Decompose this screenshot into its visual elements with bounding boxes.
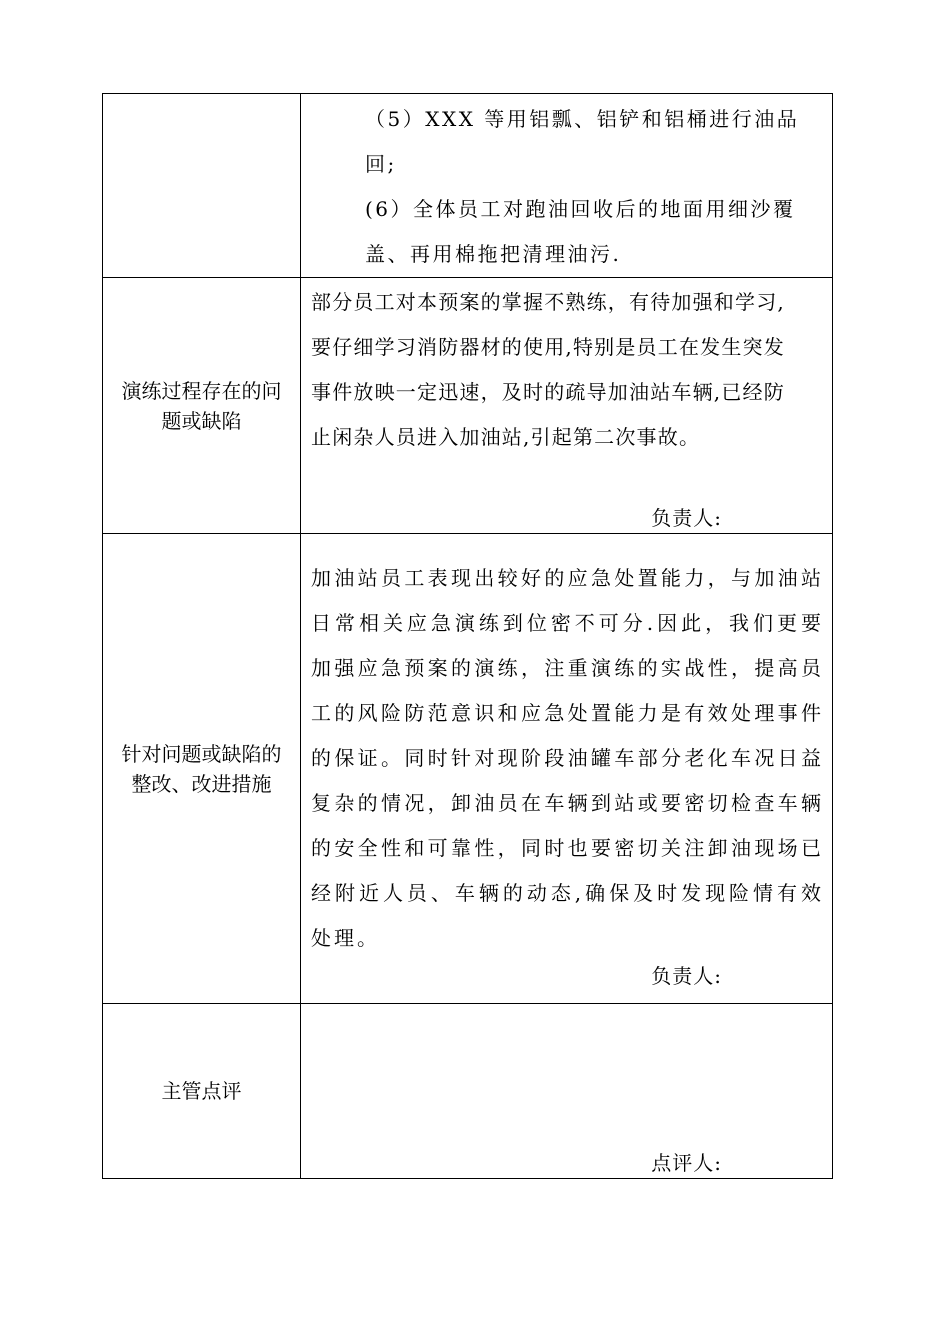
- improvements-label-line1: 针对问题或缺陷的: [121, 741, 282, 766]
- step-6-line: (6）全体员工对跑油回收后的地面用细沙覆: [365, 197, 796, 221]
- reviewer-signer: 点评人:: [651, 1151, 722, 1175]
- problems-signer: 负责人:: [651, 506, 722, 530]
- table-row-supervisor-review: [103, 1004, 833, 1179]
- supervisor-review-cell: [301, 1004, 833, 1179]
- problems-label: [103, 278, 301, 534]
- supervisor-review-label: 主管点评: [103, 1004, 301, 1179]
- step-6-continuation: 盖、再用棉拖把清理油污.: [365, 242, 622, 266]
- table-row-handling-steps: [103, 94, 833, 278]
- table-row-improvements: [103, 534, 833, 1004]
- improvements-signer: 负责人:: [651, 964, 722, 988]
- problems-cell: [301, 278, 833, 534]
- handling-steps-cell: [301, 94, 833, 278]
- problems-label-line2: 题或缺陷: [161, 408, 242, 433]
- improvements-text: 加油站员工表现出较好的应急处置能力，与加油站日常相关应急演练到位密不可分.因此，我们更要加强应急预案的演练，注重演练的实战性，提高员工的风险防范意识和应急处置能力是有效处理事件的保证。同时针对现阶段油罐车部分老化车况日益复杂的情况，卸油员在车辆到站或要密切检查车辆的安全性和可靠性，同时也要密切关注卸油现场已经附近人员、车辆的动态,确保及时发现险情有效处理。: [311, 566, 824, 950]
- table-row-problems: [103, 278, 833, 534]
- problems-label-line1: 演练过程存在的问: [121, 378, 282, 403]
- improvements-label: [103, 534, 301, 1004]
- problems-text: 部分员工对本预案的掌握不熟练，有待加强和学习,要仔细学习消防器材的使用,特别是员工在发生突发事件放映一定迅速，及时的疏导加油站车辆,已经防止闲杂人员进入加油站,引起第二次事故。: [311, 290, 785, 449]
- improvements-cell: [301, 534, 833, 1004]
- improvements-label-line2: 整改、改进措施: [131, 771, 272, 796]
- step-5-continuation: 回;: [365, 152, 397, 176]
- step-5-line: （5）XXX 等用铝瓢、铝铲和铝桶进行油品: [365, 107, 800, 131]
- row-label-empty: [103, 94, 301, 278]
- drill-evaluation-table: [102, 93, 833, 1179]
